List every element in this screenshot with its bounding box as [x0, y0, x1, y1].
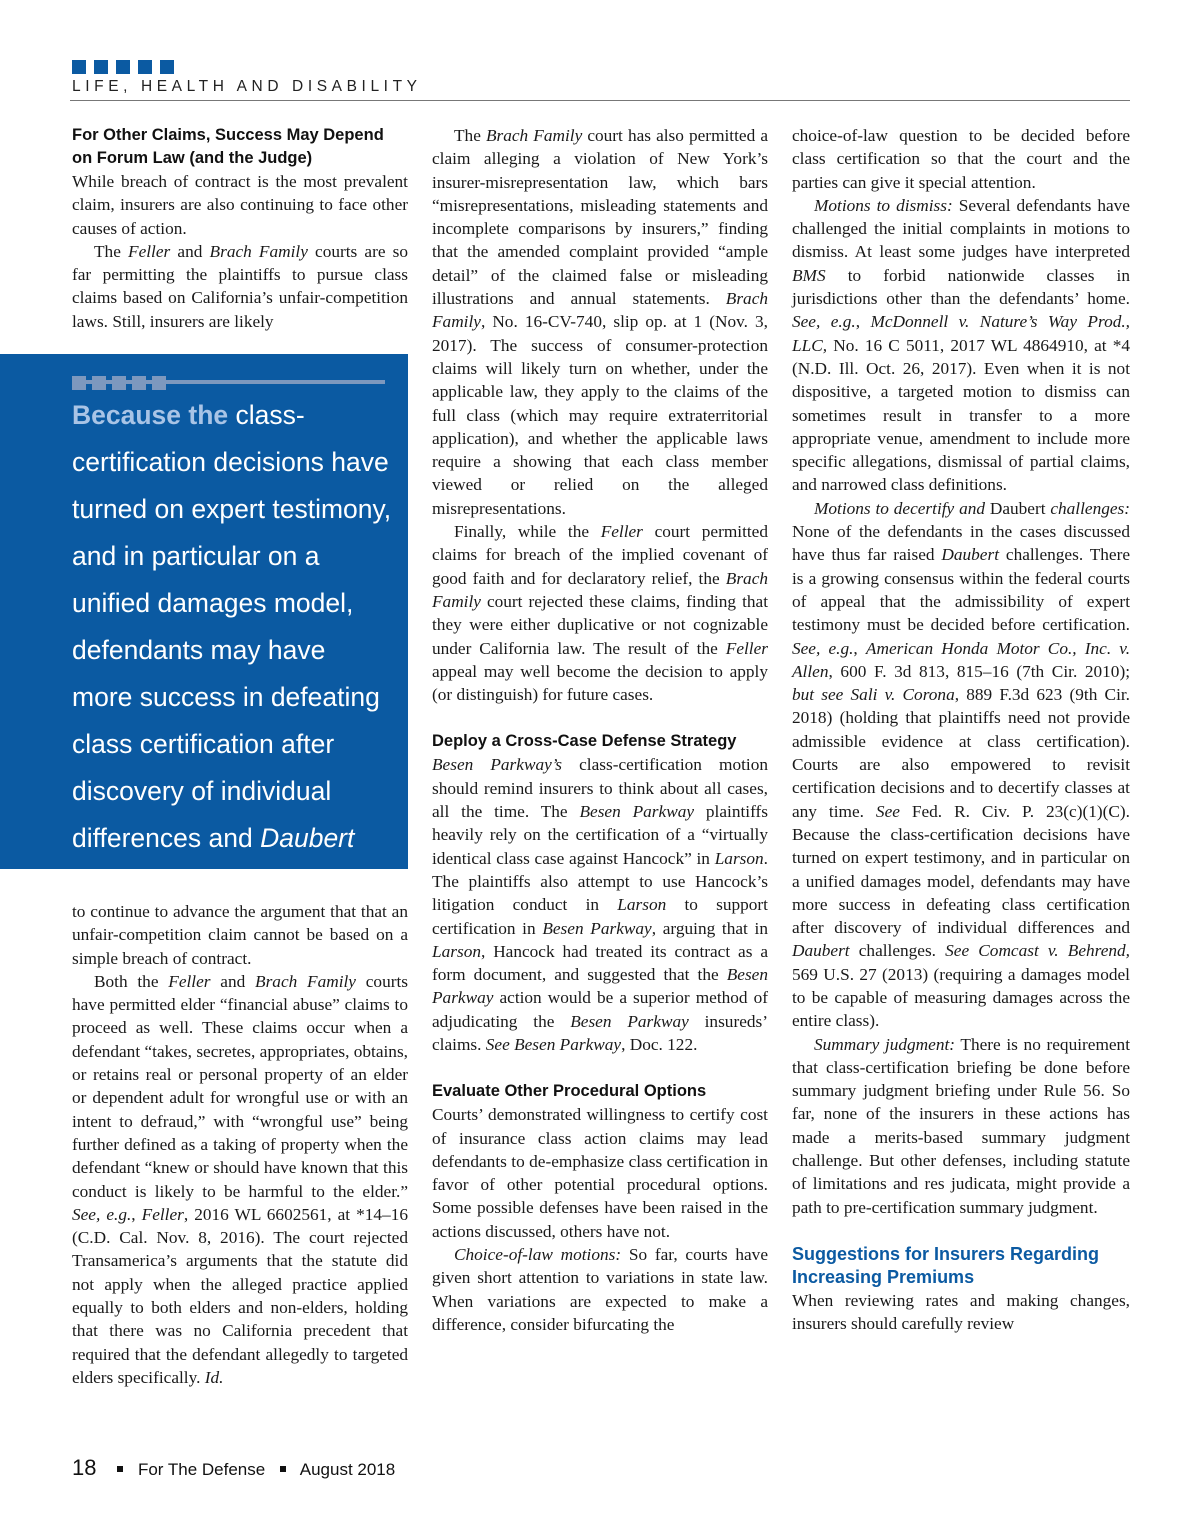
- paragraph: [72, 240, 408, 333]
- italic-text: Feller: [128, 241, 171, 261]
- text-run: So far, courts have given short attention to variations in state law. When variations are expected to make a difference, consider bifurcating the: [432, 1245, 768, 1334]
- text-run: challenges. There is a growing consensus within the federal courts of appeal that the admissibility of expert testimony must be decided before certification.: [792, 545, 1131, 635]
- footer-bullet: [117, 1466, 123, 1472]
- text-run: , 889 F.3d 623 (9th Cir. 2018) (holding that plaintiffs need not provide admissible evidence at class certification). Courts are also empowered to revisit certification decisions and to decertify classes at any time.: [792, 685, 1130, 821]
- italic-text: Brach Family: [485, 126, 583, 145]
- italic-text: Daubert: [941, 545, 1000, 565]
- italic-text: Larson: [714, 848, 764, 868]
- pull-quote-italic: Daubert: [260, 823, 355, 853]
- text-run: appeal may well become the decision to apply (or distinguish) for future cases.: [432, 661, 768, 705]
- paragraph: [792, 194, 1130, 497]
- italic-text: Choice-of-law motions:: [454, 1245, 622, 1265]
- italic-text: American Honda Motor Co., Inc. v. Allen: [792, 638, 1131, 681]
- paragraph: [432, 124, 768, 520]
- text-run: to support certification in: [432, 895, 768, 938]
- paragraph: [432, 1243, 768, 1336]
- issue-date: August 2018: [299, 1460, 396, 1479]
- section-heading: For Other Claims, Success May Depend on Forum Law (and the Judge): [72, 126, 384, 167]
- paragraph-continued: choice-of-law question to be decided before class certification so that the court and the parties can give it special attention.: [792, 126, 1130, 192]
- italic-text: Larson: [432, 941, 481, 961]
- pull-quote: [72, 392, 392, 909]
- paragraph: Courts’ demonstrated willingness to certify cost of insurance class action claims may lead defendants to de-emphasize class certification in favor of other potential procedural options. Some possible defenses have been raised in the actions discussed, others have not.: [432, 1105, 768, 1241]
- text-run: court rejected these claims, finding that they were either duplicative or not cognizable under California law. The result of the: [432, 591, 768, 658]
- paragraph-continued: to continue to advance the argument that that an unfair-competition claim cannot be based on a simple breach of contract.: [72, 902, 408, 968]
- paragraph: [432, 520, 768, 706]
- pull-quote-end: challenges.: [72, 870, 207, 900]
- text-run: , arguing that in: [651, 918, 768, 938]
- text-run: class-certification motion should remind insurers to think about all cases, all the time. The: [432, 755, 768, 822]
- text-run: . The plaintiffs also attempt to use Hancock’s litigation conduct in: [432, 848, 768, 915]
- italic-text: Motions to decertify and: [814, 498, 985, 518]
- pull-quote-lead: Because the: [72, 400, 229, 430]
- paragraph: [432, 753, 768, 1056]
- text-run: The: [454, 126, 486, 145]
- header-rule: [70, 100, 1130, 101]
- section-heading: Deploy a Cross-Case Defense Strategy: [432, 732, 737, 751]
- publication-name: For The Defense: [137, 1460, 266, 1479]
- text-run: plaintiffs heavily rely on the certification of a “virtually identical class case against Hancock” in: [432, 802, 768, 868]
- footer-bullet: [280, 1466, 286, 1472]
- text-run: action would be a superior method of adjudicating the: [432, 988, 768, 1031]
- column-3: [792, 124, 1130, 1336]
- italic-text: Feller: [725, 638, 768, 658]
- italic-text: See Besen Parkway: [485, 1034, 622, 1054]
- italic-text: McDonnell v. Nature’s Way Prod., LLC,: [792, 312, 1130, 355]
- text-run: , No. 16-CV-740, slip op. at 1 (Nov. 3, 2017). The success of consumer-protection claims will likely turn on whether, under the applicable law, they apply to the claims of the full class (which may require extraterritorial application), and whether the applicable laws require a showing that each class member viewed or relied on the alleged misrepresentations.: [432, 312, 768, 518]
- paragraph: When reviewing rates and making changes, insurers should carefully review: [792, 1290, 1130, 1334]
- column-2: [432, 124, 768, 1336]
- text-run: Daubert: [985, 498, 1051, 518]
- text-run: ,: [131, 1204, 142, 1224]
- italic-text: Summary judgment:: [814, 1034, 956, 1054]
- text-run: Several defendants have challenged the initial complaints in motions to dismiss. At least some judges have interpreted: [792, 195, 1130, 262]
- text-run: None of the defendants in the cases discussed have thus far raised: [792, 522, 1130, 565]
- pull-quote-squares: [72, 376, 166, 390]
- italic-text: See, e.g.: [792, 312, 856, 332]
- text-run: Both the: [94, 971, 169, 991]
- italic-text: Besen Parkway: [570, 1011, 689, 1031]
- paragraph: [792, 1033, 1130, 1219]
- italic-text: Id.: [204, 1367, 224, 1387]
- italic-text: Brach Family: [432, 568, 768, 611]
- text-run: , 600 F. 3d 813, 815–16 (7th Cir. 2010);: [828, 661, 1130, 681]
- text-run: The: [94, 241, 129, 261]
- italic-text: See Comcast v. Behrend,: [945, 941, 1130, 961]
- italic-text: Feller: [600, 522, 643, 542]
- text-run: court permitted claims for breach of the implied covenant of good faith and for declaratory relief, the: [432, 522, 768, 588]
- italic-text: Besen Parkway’s: [432, 755, 563, 775]
- paragraph: While breach of contract is the most prevalent claim, insurers are also continuing to face other causes of action.: [72, 172, 408, 238]
- text-run: insureds’ claims.: [432, 1011, 768, 1054]
- text-run: court has also permitted a claim alleging a violation of New York’s insurer-misrepresentation law, which bars “misrepresentations, misleading statements and incomplete comparisons by insurers,” finding that the amended complaint provided “ample detail” of the claimed false or misleading illustrations and annual statements.: [432, 126, 768, 309]
- italic-text: Feller: [141, 1204, 184, 1224]
- italic-text: Feller: [168, 971, 211, 991]
- italic-text: BMS: [792, 265, 826, 285]
- italic-text: See: [875, 801, 900, 821]
- italic-text: Besen Parkway: [542, 918, 652, 938]
- pull-quote-text: class-certification decisions have turned on expert testimony, and in particular on a unified damages model, defendants may have more success in defeating class certification after discovery of individual differences and: [72, 400, 392, 853]
- italic-text: Brach Family: [255, 971, 356, 991]
- text-run: to forbid nationwide classes in jurisdictions other than the defendants’ home.: [792, 265, 1130, 309]
- text-run: 569 U.S. 27 (2013) (requiring a damages model to be capable of measuring damages across the entire class).: [792, 964, 1130, 1031]
- text-run: ,: [855, 312, 871, 332]
- text-run: There is no requirement that class-certification briefing be done before summary judgment briefing under Rule 56. So far, none of the insurers in these actions has made a merits-based summary judgment challenge. But other defenses, including statute of limitations and res judicata, might provide a path to pre-certification summary judgment.: [792, 1034, 1130, 1217]
- italic-text: Daubert: [792, 941, 850, 961]
- section-marker-squares: [72, 60, 174, 74]
- page-footer: [72, 1455, 395, 1481]
- italic-text: Besen Parkway: [432, 965, 768, 1008]
- column-1-bottom: [72, 900, 408, 1389]
- text-run: , Hancock had treated its contract as a form document, and suggested that the: [432, 941, 768, 985]
- text-run: and: [210, 971, 256, 991]
- italic-text: Brach Family: [209, 241, 308, 261]
- section-heading: Suggestions for Insurers Regarding Increasing Premiums: [792, 1243, 1100, 1287]
- text-run: ,: [853, 638, 866, 658]
- text-run: Finally, while the: [454, 522, 601, 542]
- italic-text: challenges:: [1050, 498, 1130, 518]
- text-run: challenges.: [849, 941, 946, 961]
- text-run: Fed. R. Civ. P. 23(c)(1)(C). Because the class-certification decisions have turned on expert testimony, and in particular on a unified damages model, defendants may have more success in defeating class certification after discovery of individual differences and: [792, 801, 1130, 938]
- pull-quote-box: [0, 354, 408, 900]
- italic-text: Larson: [617, 895, 667, 915]
- section-heading: Evaluate Other Procedural Options: [432, 1082, 707, 1101]
- italic-text: See, e.g.: [792, 638, 854, 658]
- column-1-top: [72, 124, 408, 333]
- italic-text: Besen Parkway: [579, 802, 695, 822]
- text-run: courts have permitted elder “financial abuse” claims to proceed as well. These claims occur when a defendant “takes, secretes, appropriates, obtains, or retains real or personal property of an elder or dependent adult for wrongful use or with an intent to defraud,” with “wrongful use” being further defined as a taking of property when the defendant “knew or should have known that this conduct is likely to be harmful to the elder.”: [72, 971, 408, 1201]
- text-run: courts are so far permitting the plaintiffs to pursue class claims based on California’s unfair-competition laws. Still, insurers are likely: [72, 241, 409, 331]
- text-run: and: [170, 241, 210, 261]
- italic-text: See, e.g.: [72, 1204, 132, 1224]
- section-label: LIFE, HEALTH AND DISABILITY: [72, 78, 422, 95]
- text-run: , Doc. 122.: [621, 1034, 698, 1054]
- italic-text: Brach Family: [432, 289, 768, 332]
- paragraph: [72, 970, 408, 1389]
- page-number: 18: [72, 1455, 97, 1480]
- text-run: No. 16 C 5011, 2017 WL 4864910, at *4 (N.D. Ill. Oct. 26, 2017). Even when it is not dispositive, a targeted motion to dismiss can sometimes result in transfer to a more appropriate venue, amendment to include more specific allegations, dismissal of partial claims, and narrowed class definitions.: [792, 335, 1130, 495]
- paragraph: [792, 497, 1130, 1033]
- italic-text: Motions to dismiss:: [814, 195, 953, 215]
- italic-text: but see Sali v. Corona: [792, 685, 955, 705]
- text-run: , 2016 WL 6602561, at *14–16 (C.D. Cal. Nov. 8, 2016). The court rejected Transamerica’s arguments that the statute did not apply when the alleged practice applied equally to both elders and non-elders, holding that there was no California precedent that required that the defendant allegedly to targeted elders specifically.: [72, 1204, 408, 1387]
